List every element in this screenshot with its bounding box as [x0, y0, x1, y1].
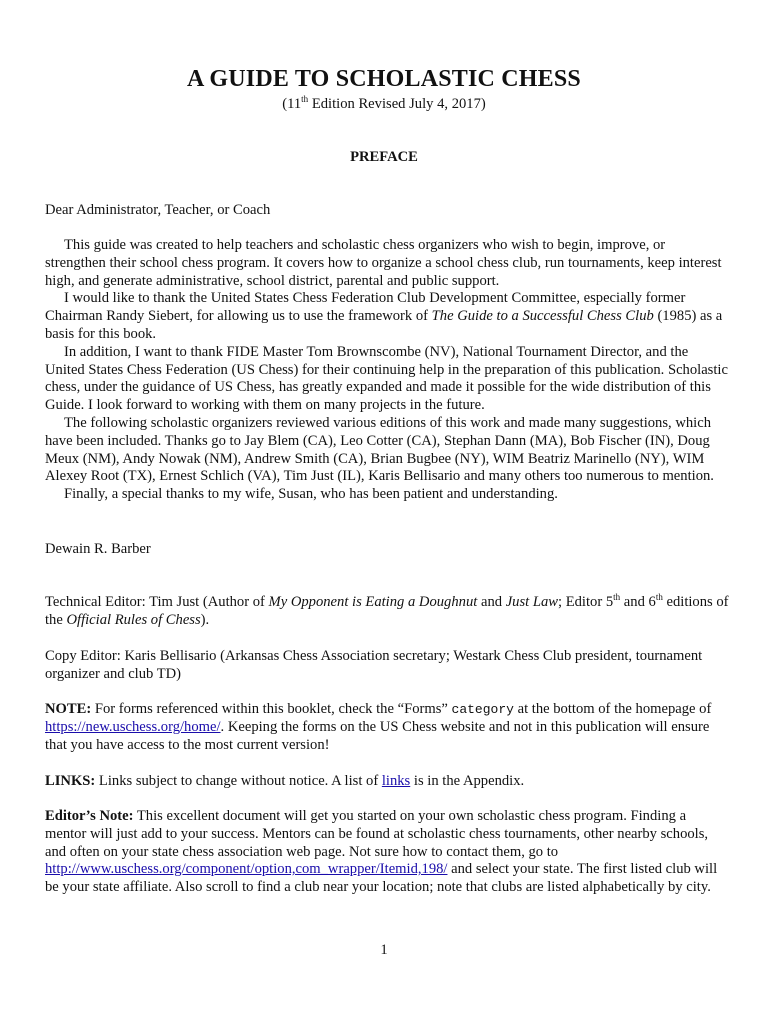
paragraph: I would like to thank the United States Chess Federation Club Development Committee, especially former Chairman Randy Siebert, for allowing us to use the framework of The Guide to a Successful Chess Club (1985) as a basis for this book.	[45, 290, 723, 342]
editors-note-paragraph: Editor’s Note: This excellent document will get you started on your own scholastic chess program. Finding a mentor will just add to your success. Mentors can be found at scholastic chess tournaments, other nearby schools, and often on your state chess association web page. Not sure how to contact them, go to http://www.uschess.org/component/option,com_wrapper/Itemid,198/ and select your state. The first listed club will be your state affiliate. Also scroll to find a club near your location; note that clubs are listed alphabetically by city.	[45, 808, 718, 896]
state-affiliate-link[interactable]: http://www.uschess.org/component/option,com_wrapper/Itemid,198/	[45, 861, 448, 878]
section-heading: PREFACE	[350, 149, 418, 165]
signature: Dewain R. Barber	[45, 541, 151, 557]
links-paragraph: LINKS: Links subject to change without notice. A list of links is in the Appendix.	[45, 773, 525, 789]
copy-editor-credit: Copy Editor: Karis Bellisario (Arkansas Chess Association secretary; Westark Chess Club president, tournament organizer and club TD)	[45, 648, 703, 682]
links-label: LINKS:	[45, 773, 96, 789]
document-title: A GUIDE TO SCHOLASTIC CHESS	[187, 66, 581, 92]
paragraph: Finally, a special thanks to my wife, Susan, who has been patient and understanding.	[64, 486, 558, 503]
editors-note-label: Editor’s Note:	[45, 808, 134, 824]
preface-body	[45, 237, 729, 504]
uschess-home-link[interactable]: https://new.uschess.org/home/	[45, 718, 221, 735]
paragraph: The following scholastic organizers reviewed various editions of this work and made many suggestions, which have been included. Thanks go to Jay Blem (CA), Leo Cotter (CA), Stephan Dann (MA), Bob Fischer (IN), Doug Meux (NM), Andy Nowak (NM), Andrew Smith (CA), Brian Bugbee (NY), WIM Beatriz Marinello (NY), WIM Alexey Root (TX), Ernest Schlich (VA), Tim Just (IL), Karis Bellisario and many others too numerous to mention.	[45, 414, 714, 485]
edition-subtitle: (11th Edition Revised July 4, 2017)	[282, 94, 486, 112]
note-label: NOTE:	[45, 701, 92, 717]
technical-editor-credit: Technical Editor: Tim Just (Author of My Opponent is Eating a Doughnut and Just Law; Editor 5th and 6th editions of the Official Rules of Chess).	[45, 592, 729, 628]
paragraph: This guide was created to help teachers and scholastic chess organizers who wish to begin, improve, or strengthen their school chess program. It covers how to organize a school chess club, run tournaments, keep interest high, and generate administrative, school district, parental and public support.	[45, 237, 722, 289]
salutation: Dear Administrator, Teacher, or Coach	[45, 202, 271, 218]
paragraph: In addition, I want to thank FIDE Master Tom Brownscombe (NV), National Tournament Director, and the United States Chess Federation (US Chess) for their continuing help in the preparation of this publication. Scholastic chess, under the guidance of US Chess, has greatly expanded and made it possible for the wide distribution of this Guide. I look forward to working with them on many projects in the future.	[45, 343, 728, 414]
page-number: 1	[380, 942, 388, 958]
appendix-links-link[interactable]: links	[381, 773, 411, 789]
note-paragraph: NOTE: For forms referenced within this booklet, check the “Forms” category at the bottom of the homepage of https://new.uschess.org/home/. Keeping the forms on the US Chess website and not in this publication will ensure that you have access to the most current version!	[45, 701, 712, 753]
